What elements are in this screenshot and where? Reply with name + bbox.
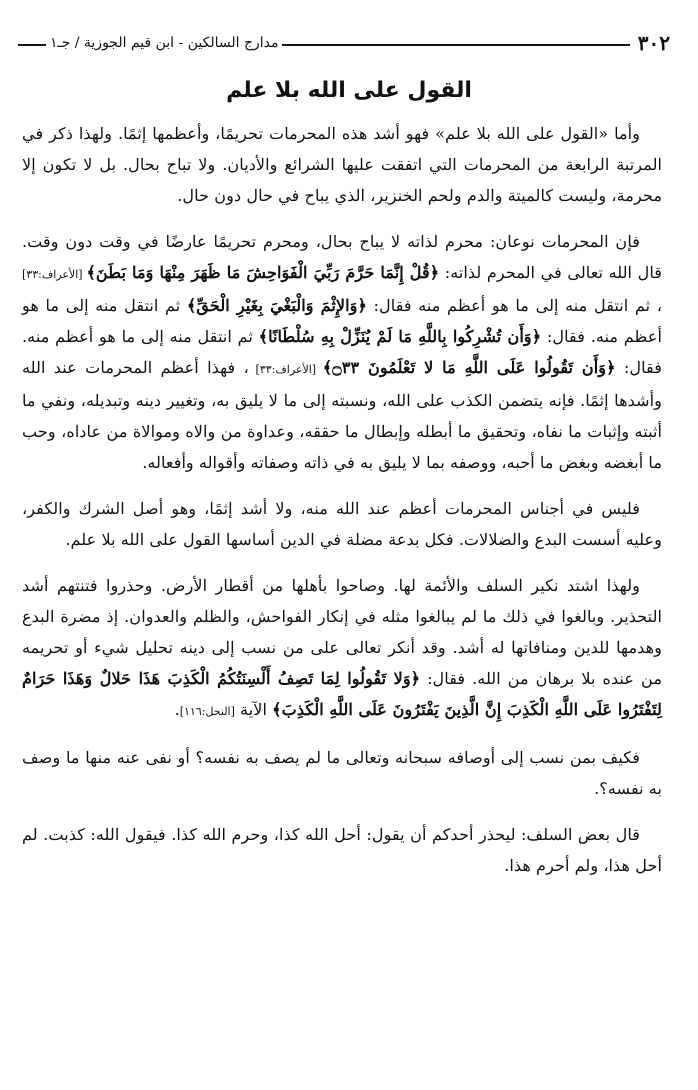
body-text bbox=[22, 118, 662, 896]
quran-verse: ﴿وَالإِثْمَ وَالْبَغْيَ بِغَيْرِ الْحَقِّ﴾ bbox=[186, 296, 367, 315]
paragraph-text: ثم انتقل منه إلى ما هو أعظم منه. فقال: bbox=[22, 327, 662, 377]
paragraph-text: الآية bbox=[234, 700, 273, 719]
paragraph-text: فليس في أجناس المحرمات أعظم عند الله منه، ولا أشد إثمًا، وهو أصل الشرك والكفر، وعليه أسست البدع والضلالات. فكل بدعة مضلة في الدين أساسها القول على الله بلا علم. bbox=[22, 499, 662, 549]
running-title: مدارج السالكين - ابن قيم الجوزية / جـ١ bbox=[50, 35, 279, 51]
paragraph-text: قال بعض السلف: ليحذر أحدكم أن يقول: أحل الله كذا، وحرم الله كذا. فيقول الله: كذبت. لم أحل هذا، ولم أحرم هذا. bbox=[22, 825, 662, 875]
header-rule bbox=[282, 44, 629, 46]
paragraph bbox=[22, 493, 662, 555]
page-header bbox=[18, 30, 670, 56]
verse-reference: [الأعراف:٣٣] bbox=[248, 363, 323, 376]
paragraph bbox=[22, 819, 662, 881]
paragraph bbox=[22, 226, 662, 478]
paragraph-text: ولهذا اشتد نكير السلف والأئمة لها. وصاحوا بأهلها من أقطار الأرض. وحذروا فتنتهم أشد التحذير. وبالغوا في ذلك ما لم يبالغوا مثله في إنكار الفواحش، والظلم والعدوان. إذ مضرة البدع وهدمها للدين ومنافاتها له أشد. وقد أنكر تعالى على من نسب إلى دينه تحليل شيء أو تحريمه من عنده بلا برهان من الله. فقال: bbox=[22, 576, 662, 688]
quran-verse: ﴿وَأَن تَقُولُوا عَلَى اللَّهِ مَا لا تَعْلَمُونَ ۝٣٣﴾ bbox=[322, 358, 616, 377]
quran-verse: ﴿وَلا تَقُولُوا لِمَا تَصِفُ أَلْسِنَتُكُمُ الْكَذِبَ هَذَا حَلالٌ وَهَذَا حَرَامٌ لِتَفْتَرُوا عَلَى اللَّهِ الْكَذِبَ إِنَّ الَّذِينَ يَفْتَرُونَ عَلَى اللَّهِ الْكَذِبَ﴾ bbox=[22, 669, 662, 719]
section-title: القول على الله بلا علم bbox=[226, 78, 472, 103]
page-number: ٣٠٢ bbox=[637, 31, 670, 55]
paragraph-text: فكيف بمن نسب إلى أوصافه سبحانه وتعالى ما لم يصف به نفسه؟ أو نفى عنه منها ما وصف به نفسه؟. bbox=[22, 748, 662, 798]
paragraph-text: وأما «القول على الله بلا علم» فهو أشد هذه المحرمات تحريمًا، وأعظمها إثمًا. ولهذا ذكر في المرتبة الرابعة من المحرمات التي اتفقت عليها الشرائع والأديان. ولا تباح بحال. بل لا تكون إلا محرمة، وليست كالميتة والدم ولحم الخنزير، الذي يباح في حال دون حال. bbox=[22, 124, 662, 205]
quran-verse: ﴿وَأَن تُشْرِكُوا بِاللَّهِ مَا لَمْ يُنَزِّلْ بِهِ سُلْطَانًا﴾ bbox=[258, 327, 542, 346]
paragraph-text: . bbox=[174, 700, 180, 719]
paragraph bbox=[22, 118, 662, 211]
paragraph-text: ثم انتقل منه إلى ما هو أعظم منه. فقال: bbox=[22, 296, 662, 346]
verse-reference: [النحل:١١٦] bbox=[179, 705, 235, 718]
header-rule-end bbox=[18, 44, 46, 46]
quran-verse: ﴿قُلْ إِنَّمَا حَرَّمَ رَبِّيَ الْفَوَاحِشَ مَا ظَهَرَ مِنْهَا وَمَا بَطَنَ﴾ bbox=[86, 263, 440, 282]
verse-reference: [الأعراف:٣٣] bbox=[22, 268, 87, 281]
paragraph bbox=[22, 742, 662, 804]
paragraph-text: ، ثم انتقل منه إلى ما هو أعظم منه فقال: bbox=[366, 296, 662, 315]
paragraph-text: ، فهذا أعظم المحرمات عند الله وأشدها إثمًا. فإنه يتضمن الكذب على الله، ونسبته إلى ما لا يليق به، وتغيير دينه وتبديله، ونفي ما أثبته وإثبات ما نفاه، وتحقيق ما أبطله وإبطال ما حققه، وعداوة من والاه وموالاة من عاداه، وحب ما أبغضه وبغض ما أحبه، ووصفه بما لا يليق به في ذاته وصفاته وأقواله وأفعاله. bbox=[22, 358, 662, 472]
paragraph-text: فإن المحرمات نوعان: محرم لذاته لا يباح بحال، ومحرم تحريمًا عارضًا في وقت دون وقت. قال الله تعالى في المحرم لذاته: bbox=[22, 232, 663, 282]
paragraph bbox=[22, 570, 662, 727]
